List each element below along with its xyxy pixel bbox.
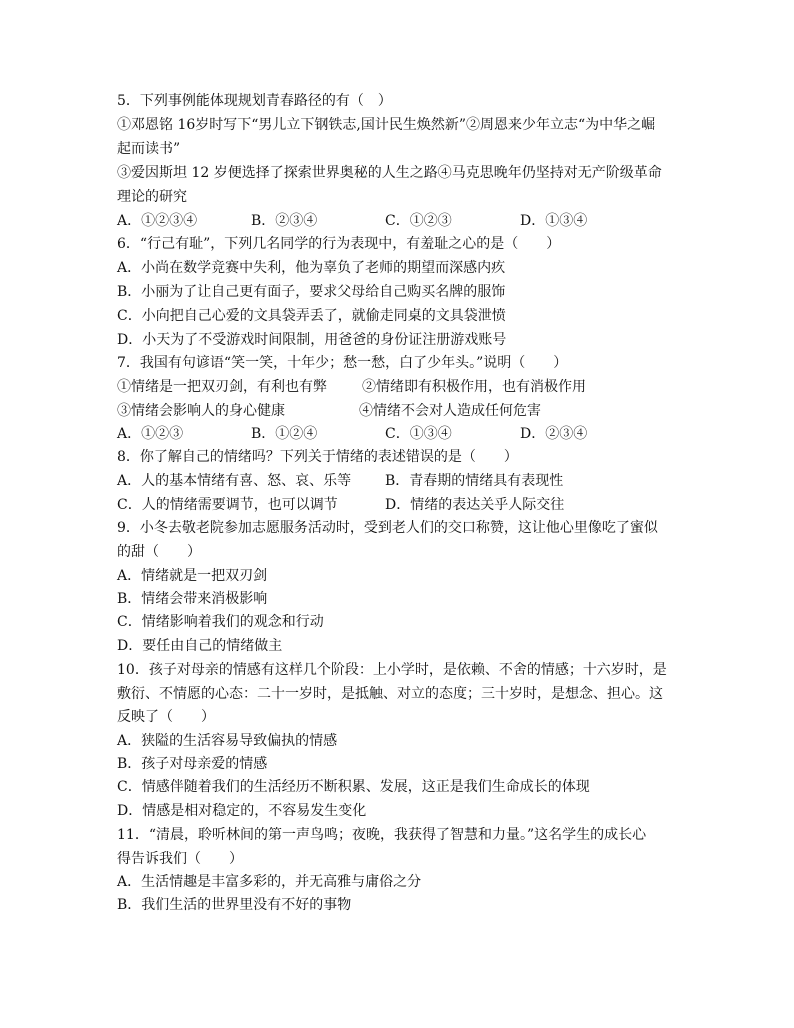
q10-stem-line-3: 反映了（ ）	[117, 709, 215, 725]
q10-stem-line-1: 10．孩子对母亲的情感有这样几个阶段：上小学时，是依赖、不舍的情感；十六岁时，是	[117, 662, 667, 678]
q10-option-d: D．情感是相对稳定的，不容易发生变化	[117, 803, 367, 819]
q10-stem-line-2: 敷衍、不情愿的心态：二十一岁时，是抵触、对立的态度；三十岁时，是想念、担心。这	[117, 686, 663, 702]
q5-stem: 5．下列事例能体现规划青春路径的有（ ）	[117, 93, 392, 109]
q5-option-c: C．①②③	[385, 213, 452, 229]
q11-stem-line-2: 得告诉我们（ ）	[117, 851, 243, 867]
q8-option-b: B．青春期的情绪具有表现性	[385, 473, 564, 489]
q7-option-d: D．②③④	[520, 426, 588, 442]
q8-option-c: C．人的情绪需要调节，也可以调节	[117, 497, 338, 513]
q9-option-b: B．情绪会带来消极影响	[117, 591, 268, 607]
q11-stem-line-1: 11．“清晨，聆听林间的第一声鸟鸣；夜晚，我获得了智慧和力量。”这名学生的成长心	[117, 827, 647, 843]
q7-stem: 7．我国有句谚语“笑一笑，十年少；愁一愁，白了少年头。”说明（ ）	[117, 355, 568, 371]
q5-statement-line-4: 理论的研究	[117, 189, 187, 205]
q5-option-b: B．②③④	[251, 213, 318, 229]
q7-option-a: A．①②③	[117, 426, 184, 442]
q10-option-b: B．孩子对母亲爱的情感	[117, 756, 268, 772]
q7-option-c: C．①③④	[385, 426, 452, 442]
q7-statement-3: ③情绪会影响人的身心健康	[117, 403, 285, 419]
q5-statement-line-2: 起而读书”	[117, 141, 181, 157]
q6-option-b: B．小丽为了让自己更有面子，要求父母给自己购买名牌的服饰	[117, 284, 506, 300]
q6-option-a: A．小尚在数学竞赛中失利，他为辜负了老师的期望而深感内疚	[117, 260, 506, 276]
q11-option-a: A．生活情趣是丰富多彩的，并无高雅与庸俗之分	[117, 874, 422, 890]
q6-option-d: D．小天为了不受游戏时间限制，用爸爸的身份证注册游戏账号	[117, 332, 507, 348]
q9-option-d: D．要任由自己的情绪做主	[117, 638, 283, 654]
q9-option-c: C．情绪影响着我们的观念和行动	[117, 614, 324, 630]
q11-option-b: B．我们生活的世界里没有不好的事物	[117, 897, 352, 913]
q5-option-d: D．①③④	[520, 213, 588, 229]
q7-statement-4: ④情绪不会对人造成任何危害	[359, 403, 541, 419]
q9-stem-line-2: 的甜（ ）	[117, 544, 201, 560]
q10-option-c: C．情感伴随着我们的生活经历不断积累、发展，这正是我们生命成长的体现	[117, 779, 590, 795]
q5-option-a: A．①②③④	[117, 213, 198, 229]
q7-statement-1: ①情绪是一把双刃剑，有利也有弊	[117, 379, 327, 395]
q6-option-c: C．小向把自己心爱的文具袋弄丢了，就偷走同桌的文具袋泄愤	[117, 308, 506, 324]
q9-option-a: A．情绪就是一把双刃剑	[117, 568, 268, 584]
q8-option-d: D．情绪的表达关乎人际交往	[385, 497, 565, 513]
q5-statement-line-3: ③爱因斯坦 12 岁便选择了探索世界奥秘的人生之路④马克思晚年仍坚持对无产阶级革命	[117, 165, 662, 181]
q6-stem: 6．“行己有耻”，下列几名同学的行为表现中，有羞耻之心的是（ ）	[117, 236, 561, 252]
q5-statement-line-1: ①邓恩铭 16岁时写下“男儿立下钢铁志,国计民生焕然新”②周恩来少年立志“为中华之崛	[117, 117, 656, 133]
q7-option-b: B．①②④	[251, 426, 318, 442]
q9-stem-line-1: 9．小冬去敬老院参加志愿服务活动时，受到老人们的交口称赞，这让他心里像吃了蜜似	[117, 520, 658, 536]
q8-stem: 8．你了解自己的情绪吗？下列关于情绪的表述错误的是（ ）	[117, 449, 518, 465]
q10-option-a: A．狭隘的生活容易导致偏执的情感	[117, 733, 338, 749]
q8-option-a: A．人的基本情绪有喜、怒、哀、乐等	[117, 473, 352, 489]
q7-statement-2: ②情绪即有积极作用，也有消极作用	[362, 379, 586, 395]
